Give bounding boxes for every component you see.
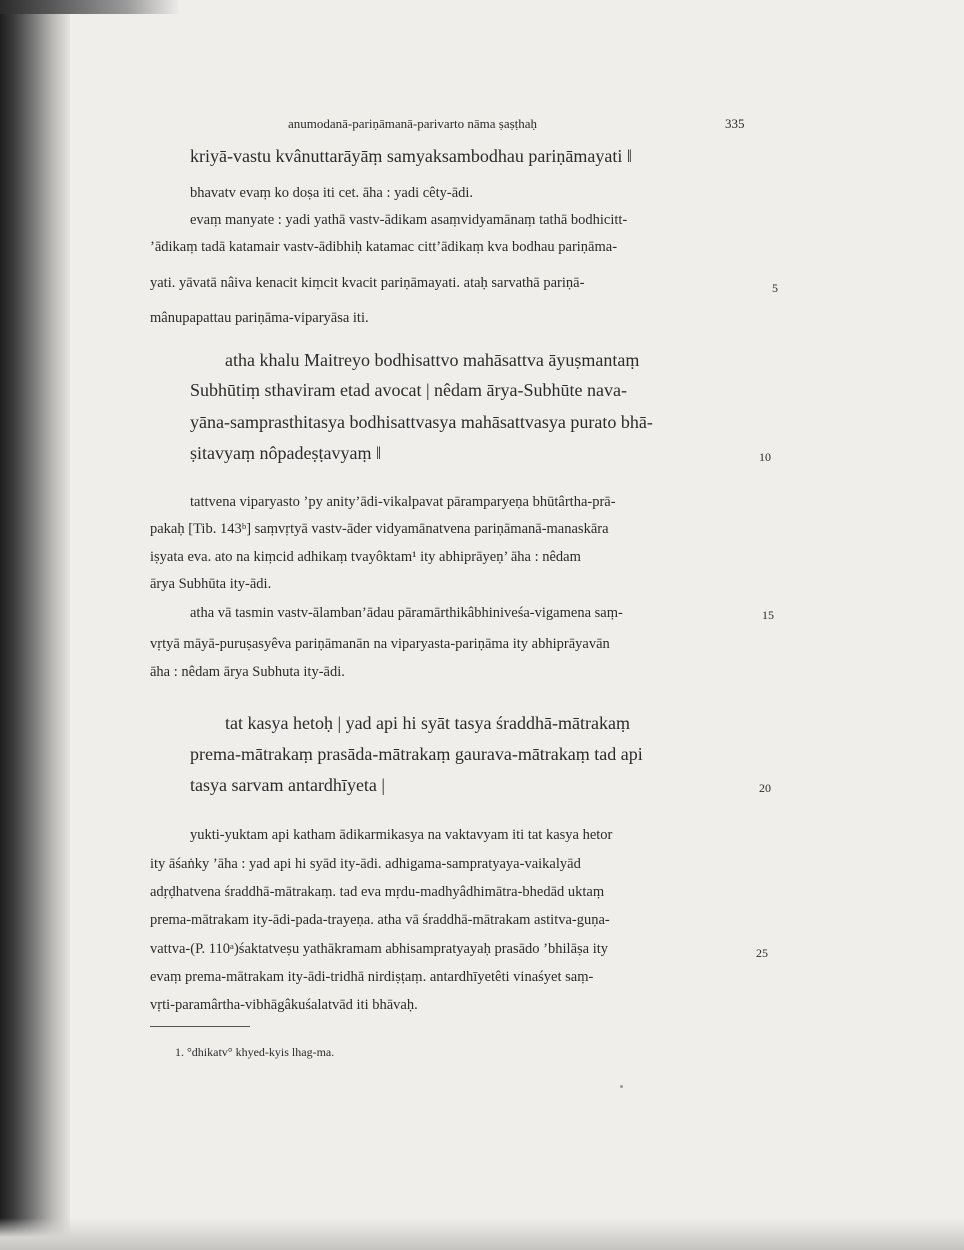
text-line-18: tat kasya hetoḥ | yad api hi syāt tasya śraddhā-mātrakaṃ bbox=[225, 713, 630, 733]
text-line-14: ārya Subhūta ity-ādi. bbox=[150, 576, 272, 592]
text-line-2: bhavatv evaṃ ko doṣa iti cet. āha : yadi cêty-ādi. bbox=[190, 185, 474, 201]
text-line-25: vattva-(P. 110ᵃ)śaktatveṣu yathākramam abhisampratyayaḥ prasādo ’bhilāṣa ity bbox=[150, 941, 609, 957]
text-line-24: prema-mātrakam ity-ādi-pada-trayeṇa. atha vā śraddhā-mātrakam astitva-guṇa- bbox=[150, 912, 610, 928]
text-line-3: evaṃ manyate : yadi yathā vastv-ādikam asaṃvidyamānaṃ tathā bodhicitt- bbox=[190, 212, 628, 228]
running-title: anumodanā-pariṇāmanā-parivarto nāma ṣaṣṭhaḥ bbox=[288, 116, 538, 131]
text-line-22: ity āśaṅky ’āha : yad api hi syād ity-ādi. adhigama-sampratyaya-vaikalyād bbox=[150, 856, 581, 872]
line-number-25: 25 bbox=[756, 946, 768, 960]
text-line-19: prema-mātrakaṃ prasāda-mātrakaṃ gaurava-mātrakaṃ tad api bbox=[190, 744, 643, 764]
text-line-9: yāna-samprasthitasya bodhisattvasya mahāsattvasya purato bhā- bbox=[190, 412, 653, 432]
text-line-23: adṛḍhatvena śraddhā-mātrakaṃ. tad eva mṛdu-madhyâdhimātra-bhedād uktaṃ bbox=[150, 884, 605, 900]
footnote-1: 1. °dhikatv° khyed-kyis lhag-ma. bbox=[175, 1045, 335, 1059]
book-binding-shadow bbox=[0, 0, 70, 1250]
text-line-12: pakaḥ [Tib. 143ᵇ] saṃvṛtyā vastv-āder vidyamānatvena pariṇāmanā-manaskāra bbox=[150, 521, 609, 537]
text-line-1: kriyā-vastu kvânuttarāyāṃ samyaksambodhau pariṇāmayati ‖ bbox=[190, 146, 632, 166]
line-number-10: 10 bbox=[759, 450, 771, 464]
line-number-20: 20 bbox=[759, 781, 771, 795]
text-line-5: yati. yāvatā nâiva kenacit kiṃcit kvacit pariṇāmayati. ataḥ sarvathā pariṇā- bbox=[150, 275, 585, 291]
line-number-15: 15 bbox=[762, 608, 774, 622]
page-bottom-edge-shadow bbox=[0, 1218, 964, 1250]
text-line-27: vṛti-paramârtha-vibhāgâkuśalatvād iti bhāvaḥ. bbox=[150, 997, 418, 1013]
text-line-6: mânupapattau pariṇāma-viparyāsa iti. bbox=[150, 310, 369, 326]
paper-speck bbox=[620, 1085, 623, 1088]
page-top-edge-shadow bbox=[0, 0, 180, 14]
line-number-5: 5 bbox=[772, 281, 778, 295]
text-line-8: Subhūtiṃ sthaviram etad avocat | nêdam ārya-Subhūte nava- bbox=[190, 380, 627, 400]
text-line-15: atha vā tasmin vastv-ālamban’ādau pāramārthikâbhiniveśa-vigamena saṃ- bbox=[190, 605, 623, 621]
footnote-separator bbox=[150, 1026, 250, 1027]
text-line-7: atha khalu Maitreyo bodhisattvo mahāsattva āyuṣmantaṃ bbox=[225, 350, 640, 370]
page-number: 335 bbox=[725, 116, 745, 131]
text-line-20: tasya sarvam antardhīyeta | bbox=[190, 775, 386, 795]
text-line-11: tattvena viparyasto ’py anity’ādi-vikalpavat pāramparyeṇa bhūtârtha-prā- bbox=[190, 494, 616, 510]
text-line-26: evaṃ prema-mātrakam ity-ādi-tridhā nirdiṣṭaṃ. antardhīyetêti vinaśyet saṃ- bbox=[150, 969, 594, 985]
text-line-13: iṣyata eva. ato na kiṃcid adhikaṃ tvayôktam¹ ity abhiprāyeṇ’ āha : nêdam bbox=[150, 549, 581, 565]
text-line-16: vṛtyā māyā-puruṣasyêva pariṇāmanān na viparyasta-pariṇāma ity abhiprāyavān bbox=[150, 636, 610, 652]
text-line-10: ṣitavyaṃ nôpadeṣṭavyaṃ ‖ bbox=[190, 443, 382, 463]
text-line-21: yukti-yuktam api katham ādikarmikasya na vaktavyam iti tat kasya hetor bbox=[190, 827, 613, 843]
text-line-17: āha : nêdam ārya Subhuta ity-ādi. bbox=[150, 664, 345, 680]
text-line-4: ’ādikaṃ tadā katamair vastv-ādibhiḥ katamac citt’ādikaṃ kva bodhau pariṇāma- bbox=[150, 239, 618, 255]
